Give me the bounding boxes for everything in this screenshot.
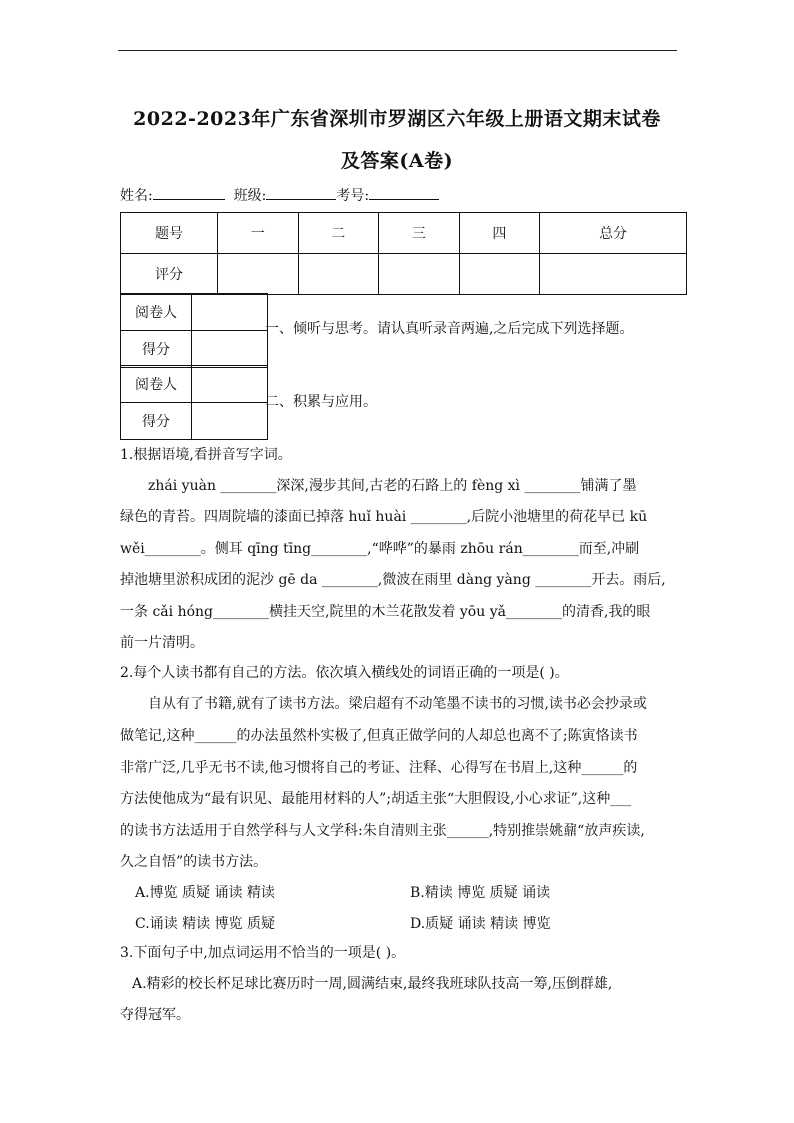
reviewer-label: 阅卷人 <box>121 294 192 331</box>
class-label: 班级: <box>233 188 267 204</box>
score-row-label: 评分 <box>121 254 218 295</box>
question-1-stem: 1.根据语境,看拼音写字词。 <box>120 447 292 463</box>
section-2-heading: 二、积累与应用。 <box>265 394 377 410</box>
question-1-line: wěi________。侧耳 qīng tīng________,“哗哗”的暴雨 zhōu rán________而至,冲刷 <box>120 541 640 557</box>
question-1-line: zhái yuàn ________深深,漫步其间,古老的石路上的 fèng xì ________铺满了墨 <box>148 478 637 494</box>
reviewer-table-1 <box>120 293 268 368</box>
question-1-line: 一条 cǎi hóng________横挂天空,院里的木兰花散发着 yōu yǎ________的清香,我的眼 <box>120 604 651 620</box>
question-2-line: 久之自悟”的读书方法。 <box>120 854 268 870</box>
section-1-heading: 一、倾听与思考。请认真听录音两遍,之后完成下列选择题。 <box>265 321 634 337</box>
option-c: C.诵读 精读 博览 质疑 <box>135 916 276 932</box>
question-2-line: 做笔记,这种______的办法虽然朴实极了,但真正做学问的人却总也离不了;陈寅恪读书 <box>120 728 638 744</box>
name-blank <box>153 187 225 200</box>
score-header-cell: 三 <box>379 213 460 254</box>
option-d: D.质疑 诵读 精读 博览 <box>410 916 551 932</box>
page-title: 2022-2023年广东省深圳市罗湖区六年级上册语文期末试卷 <box>133 108 661 130</box>
score-header-cell: 题号 <box>121 213 218 254</box>
exam-no-blank <box>369 187 439 200</box>
score-label: 得分 <box>121 331 192 368</box>
student-info <box>120 185 439 205</box>
question-2-line: 方法使他成为“最有识见、最能用材料的人”;胡适主张“大胆假设,小心求证”,这种___ <box>120 791 632 807</box>
question-3-line: 夺得冠军。 <box>120 1007 190 1023</box>
question-3-line: A.精彩的校长杯足球比赛历时一周,圆满结束,最终我班球队技高一筹,压倒群雄, <box>132 976 613 992</box>
question-2-stem: 2.每个人读书都有自己的方法。依次填入横线处的词语正确的一项是( )。 <box>120 665 569 681</box>
score-cell <box>379 254 460 295</box>
question-1-line: 前一片清明。 <box>120 635 204 651</box>
question-2-line: 的读书方法适用于自然学科与人文学科:朱自清则主张______,特别推崇姚鼐“放声疾读, <box>120 823 645 839</box>
question-3-stem: 3.下面句子中,加点词运用不恰当的一项是( )。 <box>120 945 406 961</box>
score-cell <box>540 254 687 295</box>
reviewer-table-2 <box>120 365 268 440</box>
question-2-line: 非常广泛,几乎无书不读,他习惯将自己的考证、注释、心得写在书眉上,这种______的 <box>120 760 638 776</box>
name-label: 姓名: <box>120 188 153 204</box>
score-cell <box>459 254 540 295</box>
question-2-line: 自从有了书籍,就有了读书方法。梁启超有不动笔墨不读书的习惯,读书必会抄录或 <box>148 696 647 712</box>
option-a: A.博览 质疑 诵读 精读 <box>135 885 275 901</box>
score-header-cell: 四 <box>459 213 540 254</box>
score-header-cell: 一 <box>218 213 299 254</box>
score-header-cell: 二 <box>298 213 379 254</box>
reviewer-cell <box>192 294 268 331</box>
score-cell <box>298 254 379 295</box>
page-title-line2: 及答案(A卷) <box>340 150 454 172</box>
score-cell <box>218 254 299 295</box>
class-blank <box>266 187 336 200</box>
score-header-cell: 总分 <box>540 213 687 254</box>
reviewer-cell <box>192 366 268 403</box>
exam-no-label: 考号: <box>336 188 370 204</box>
question-1-line: 绿色的青苔。四周院墙的漆面已掉落 huǐ huài ________,后院小池塘里的荷花早已 kū <box>120 509 648 525</box>
header-rule <box>118 50 677 51</box>
score-value-cell <box>192 403 268 440</box>
score-label: 得分 <box>121 403 192 440</box>
score-table <box>120 212 687 295</box>
reviewer-label: 阅卷人 <box>121 366 192 403</box>
question-1-line: 掉池塘里淤积成团的泥沙 gē da ________,微波在雨里 dàng yàng ________开去。雨后, <box>120 572 666 588</box>
score-value-cell <box>192 331 268 368</box>
option-b: B.精读 博览 质疑 诵读 <box>410 885 551 901</box>
